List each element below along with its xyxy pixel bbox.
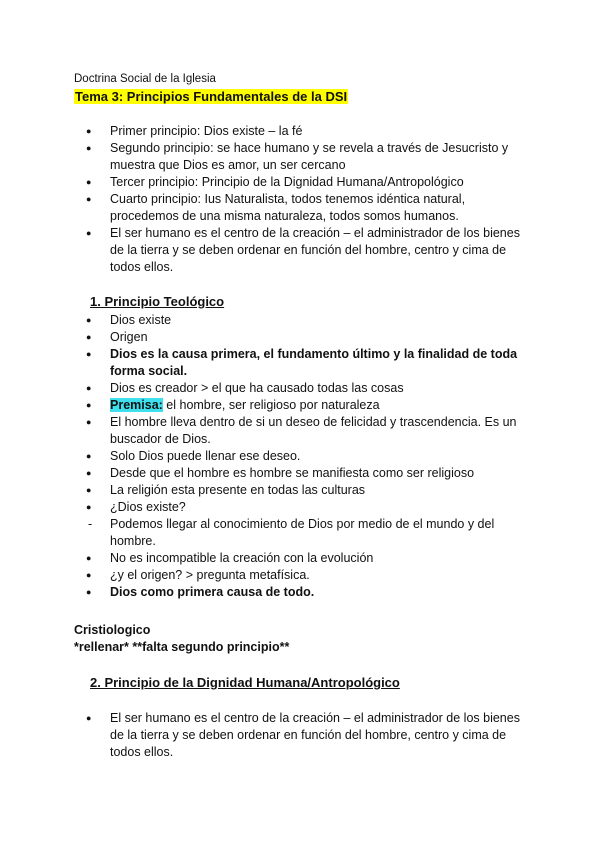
list-item: ● El ser humano es el centro de la creación – el administrador de los bienes de la tierra y se deben ordenar en función del hombre, centro y cima de todos ellos.: [86, 710, 526, 761]
list-item: ● El hombre lleva dentro de si un deseo de felicidad y trascendencia. Es un buscador de Dios.: [86, 414, 526, 448]
list-item: ● La religión esta presente en todas las culturas: [86, 482, 526, 499]
list-item-premisa: [86, 397, 526, 414]
list-item: ● Solo Dios puede llenar ese deseo.: [86, 448, 526, 465]
document-header: Doctrina Social de la Iglesia: [74, 73, 216, 85]
teologico-list: [86, 312, 526, 601]
list-item: ● Tercer principio: Principio de la Dignidad Humana/Antropológico: [86, 174, 526, 191]
premisa-text: el hombre, ser religioso por naturaleza: [162, 398, 380, 412]
list-item: ● Cuarto principio: Ius Naturalista, todos tenemos idéntica natural, procedemos de una misma naturaleza, todos somos humanos.: [86, 191, 526, 225]
list-item: ● Desde que el hombre es hombre se manifiesta como ser religioso: [86, 465, 526, 482]
list-item: ● Primer principio: Dios existe – la fé: [86, 123, 526, 140]
dignidad-list: [86, 710, 526, 761]
intro-list: [86, 123, 526, 276]
section-heading-dignidad: 2. Principio de la Dignidad Humana/Antropológico: [90, 675, 400, 690]
list-item: ● Origen: [86, 329, 526, 346]
list-item: ● Dios es la causa primera, el fundamento último y la finalidad de toda forma social.: [86, 346, 526, 380]
section-heading-teologico: 1. Principio Teológico: [90, 294, 225, 309]
rellenar-note: *rellenar* **falta segundo principio**: [74, 640, 290, 654]
list-item: ● Dios como primera causa de todo.: [86, 584, 526, 601]
list-item: ● ¿y el origen? > pregunta metafísica.: [86, 567, 526, 584]
cristiologico-heading: Cristiologico: [74, 623, 151, 637]
list-item: ● Dios es creador > el que ha causado todas las cosas: [86, 380, 526, 397]
topic-title: Tema 3: Principios Fundamentales de la DSI: [75, 89, 348, 104]
list-item: ● Segundo principio: se hace humano y se revela a través de Jesucristo y muestra que Dios es amor, un ser cercano: [86, 140, 526, 174]
premisa-label: Premisa:: [110, 398, 163, 412]
list-item: ● El ser humano es el centro de la creación – el administrador de los bienes de la tierra y se deben ordenar en función del hombre, centro y cima de todos ellos.: [86, 225, 526, 276]
list-item: ● Dios existe: [86, 312, 526, 329]
list-item: ● ¿Dios existe?: [86, 499, 526, 516]
list-item: ● No es incompatible la creación con la evolución: [86, 550, 526, 567]
list-item: - Podemos llegar al conocimiento de Dios por medio de el mundo y del hombre.: [86, 516, 526, 550]
